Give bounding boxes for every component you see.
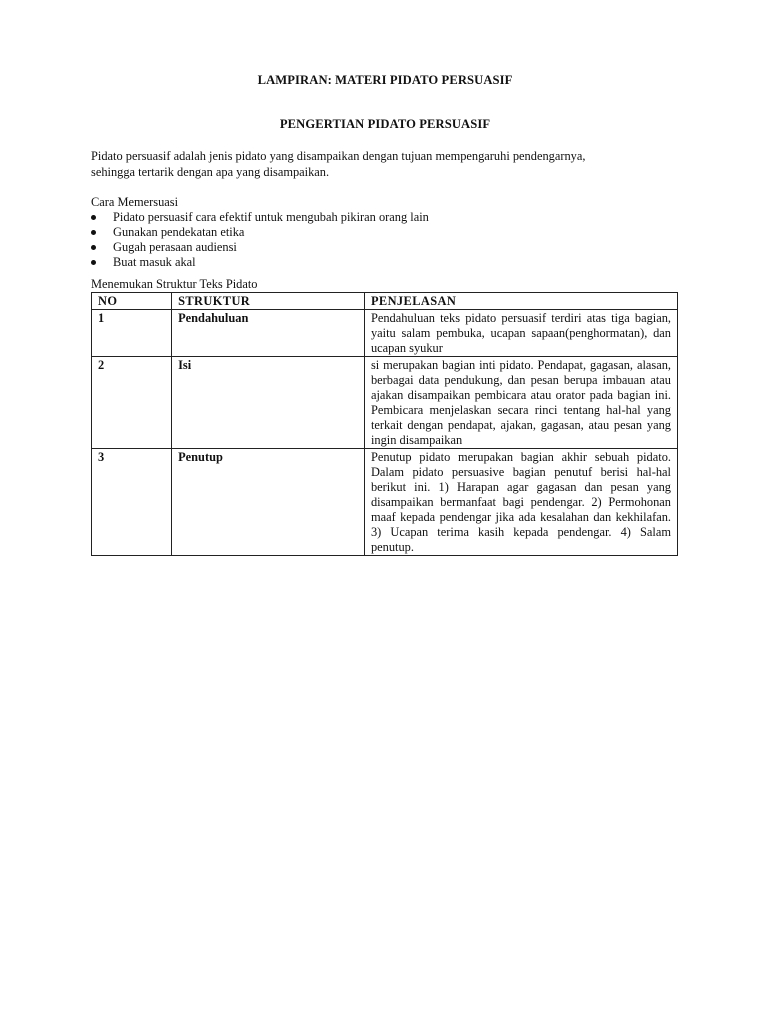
list-item	[91, 225, 679, 240]
intro-paragraph: Pidato persuasif adalah jenis pidato yang disampaikan dengan tujuan mempengaruhi pendengarnya, sehingga tertarik dengan apa yang disampaikan.	[91, 149, 586, 179]
persuade-heading: Cara Memersuasi	[91, 195, 179, 209]
bullet-icon	[91, 230, 96, 235]
cell-struktur: Penutup	[172, 449, 365, 556]
bullet-icon	[91, 260, 96, 265]
list-item	[91, 210, 679, 225]
table-caption: Menemukan Struktur Teks Pidato	[91, 277, 258, 291]
list-item-text: Gunakan pendekatan etika	[113, 225, 245, 239]
persuade-list	[91, 210, 679, 270]
table-row	[92, 357, 678, 449]
bullet-icon	[91, 245, 96, 250]
cell-penjelasan: si merupakan bagian inti pidato. Pendapat, gagasan, alasan, berbagai data pendukung, dan pesan berupa imbauan atau ajakan disampaikan pembicara atau orator pada bagian ini. Pembicara menjelaskan secara rinci tentang hal-hal yang terkait dengan pendapat, ajakan, gagasan, atau pesan yang ingin disampaikan	[364, 357, 677, 449]
header-struktur: STRUKTUR	[172, 293, 365, 310]
cell-no: 1	[92, 310, 172, 357]
header-penjelasan: PENJELASAN	[364, 293, 677, 310]
document-page	[91, 70, 679, 556]
cell-no: 2	[92, 357, 172, 449]
table-header-row	[92, 293, 678, 310]
cell-struktur: Isi	[172, 357, 365, 449]
header-no: NO	[92, 293, 172, 310]
document-title: LAMPIRAN: MATERI PIDATO PERSUASIF	[257, 73, 513, 87]
list-item	[91, 240, 679, 255]
list-item	[91, 255, 679, 270]
table-row	[92, 310, 678, 357]
table-row	[92, 449, 678, 556]
list-item-text: Buat masuk akal	[113, 255, 196, 269]
cell-penjelasan: Pendahuluan teks pidato persuasif terdiri atas tiga bagian, yaitu salam pembuka, ucapan sapaan(penghormatan), dan ucapan syukur	[364, 310, 677, 357]
bullet-icon	[91, 215, 96, 220]
list-item-text: Pidato persuasif cara efektif untuk mengubah pikiran orang lain	[113, 210, 429, 224]
list-item-text: Gugah perasaan audiensi	[113, 240, 237, 254]
cell-penjelasan: Penutup pidato merupakan bagian akhir sebuah pidato. Dalam pidato persuasive bagian penutuf berisi hal-hal berikut ini. 1) Harapan agar gagasan dan pesan yang disampaikan bermanfaat bagi pendengar. 2) Permohonan maaf kepada pendengar jika ada kesalahan dan kekhilafan. 3) Ucapan terima kasih kepada pendengar. 4) Salam penutup.	[364, 449, 677, 556]
cell-struktur: Pendahuluan	[172, 310, 365, 357]
cell-no: 3	[92, 449, 172, 556]
section-title: PENGERTIAN PIDATO PERSUASIF	[279, 117, 491, 131]
structure-table	[91, 292, 678, 556]
